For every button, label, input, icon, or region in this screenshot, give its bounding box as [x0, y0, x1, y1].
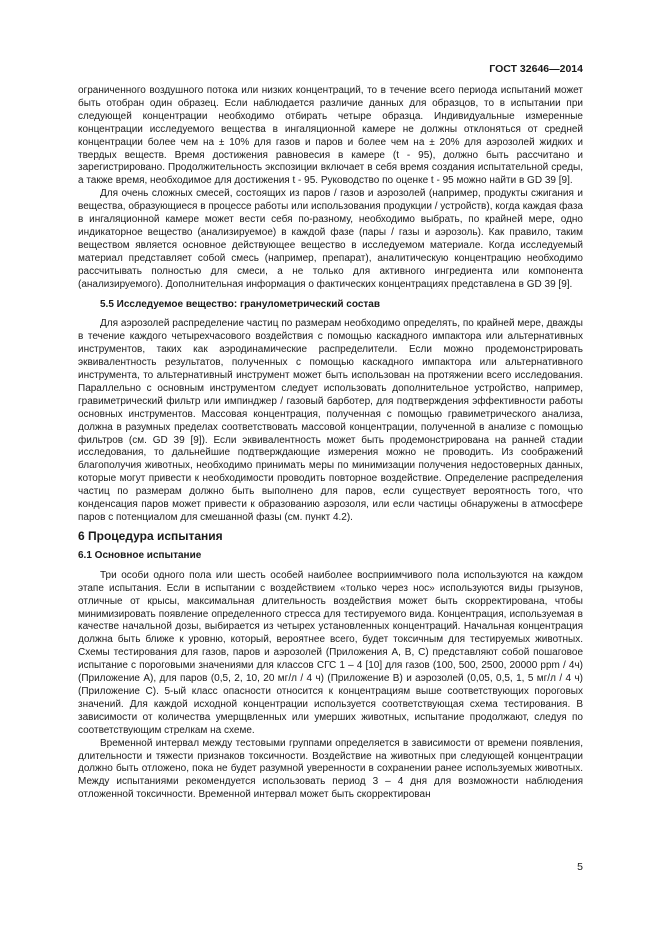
section-6-1-heading: 6.1 Основное испытание: [78, 549, 202, 561]
section-6-heading: 6 Процедура испытания: [78, 528, 223, 543]
section-5-5-heading: 5.5 Исследуемое вещество: гранулометрический состав: [100, 298, 381, 310]
page-number: 5: [577, 861, 583, 873]
paragraph-particle-size: Для аэрозолей распределение частиц по размерам необходимо определять, по крайней мере, дважды в течение каждого четырехчасового воздействия с помощью каскадного импактора или альтернативных инструментов, таких как аэродинамические распределители. Если можно продемонстрировать эквивалентность результатов, полученных с помощью каскадного импактора или альтернативного инструмента, то альтернативный инструмент может быть использован на протяжении всего исследования. Параллельно с основным инструментом следует использовать дополнительное устройство, например, гравиметрический фильтр или импинджер / газовый барботер, для подтверждения эффективности работы основных инструментов. Массовая концентрация, полученная с помощью гравиметрического анализа, должна в разумных пределах соответствовать массовой концентрации, полученной в анализе с помощью фильтров (см. GD 39 [9]). Если эквивалентность может быть продемонстрирована на ранней стадии исследования, то дальнейшие подтверждающие измерения можно не проводить. Из соображений благополучия животных, необходимо принимать меры по минимизации получения недостоверных данных, которые могут привести к необходимости проводить повторное воздействие. Определение распределения частиц по размерам должно быть выполнено для паров, если существует вероятность того, что конденсация паров может привести к образованию аэрозоля, или если частицы обнаружены в атмосфере паров с потенциалом для смешанной фазы (см. пункт 4.2).: [78, 318, 583, 523]
paragraph-continued: ограниченного воздушного потока или низких концентраций, то в течение всего периода испытаний может быть отобран один образец. Если наблюдается различие данных для образцов, то в испытании при следующей концентрации необходимо отбирать четыре образца. Индивидуальные измеренные концентрации исследуемого вещества в ингаляционной камере не должны отклоняться от средней концентрации более чем на ± 10% для газов и паров и более чем на ± 20% для аэрозолей жидких и твердых веществ. Время достижения равновесия в камере (t - 95), должно быть рассчитано и зарегистрировано. Продолжительность экспозиции включает в себя время создания испытательной среды, а также время, необходимое для достижения t - 95. Руководство по оценке t - 95 можно найти в GD 39 [9].: [78, 85, 583, 187]
paragraph-complex-mixtures: Для очень сложных смесей, состоящих из паров / газов и аэрозолей (например, продукты сжигания и вещества, образующиеся в процессе работы или использования продукции / устройств), когда каждая фаза в ингаляционной камере может вести себя по-разному, необходимо выбрать, по крайней мере, одно индикаторное вещество (анализируемое) в каждой фазе (пары / газы и аэрозоль). Как правило, таким веществом является основное действующее вещество в исследуемом материале. Когда исследуемый материал представляет собой смесь (например, препарат), аналитическую концентрацию необходимо рассчитывать полностью для смеси, а не только для активного ингредиента или компонента (анализируемого). Дополнительная информация о фактических концентрациях представлена в GD 39 [9].: [78, 188, 583, 290]
document-number-header: ГОСТ 32646—2014: [489, 63, 583, 75]
paragraph-time-interval: Временной интервал между тестовыми группами определяется в зависимости от времени появления, длительности и тяжести признаков токсичности. Воздействие на животных при следующей концентрации должно быть отложено, пока не будет разумной уверенности в сохранении ранее используемых животных. Между испытаниями рекомендуется использовать период 3 – 4 дня для возможности наблюдения отложенной токсичности. Временной интервал может быть скорректирован: [78, 737, 583, 801]
paragraph-main-test: Три особи одного пола или шесть особей наиболее восприимчивого пола используются на каждом этапе испытания. Если в испытании с воздействием «только через нос» используются виды грызунов, отличные от крысы, максимальная длительность воздействия может быть скорректирована, чтобы минимизировать появление определенного стресса для тестируемого вида. Концентрация, используемая в качестве начальной дозы, выбирается из четырех установленных концентраций. Начальная концентрация должна быть ближе к уровню, который, вероятнее всего, будет токсичным для тестируемых животных. Схемы тестирования для газов, паров и аэрозолей (Приложения A, B, C) представляют собой пошаговое испытание с пороговыми значениями для классов СГС 1 – 4 [10] для газов (100, 500, 2500, 20000 ppm / 4ч) (Приложение А), для паров (0,5, 2, 10, 20 мг/л / 4 ч) (Приложение В) и аэрозолей (0,05, 0,5, 1, 5 мг/л / 4 ч) (Приложение С). 5-ый класс опасности относится к концентрациям выше соответствующих пороговых значений. Для каждой исходной концентрации используется соответствующая схема тестирования. В зависимости от количества умерщвленных или умерших животных, испытание продолжают, следуя по соответствующим стрелкам на схеме.: [78, 569, 583, 736]
document-body: [78, 85, 583, 802]
